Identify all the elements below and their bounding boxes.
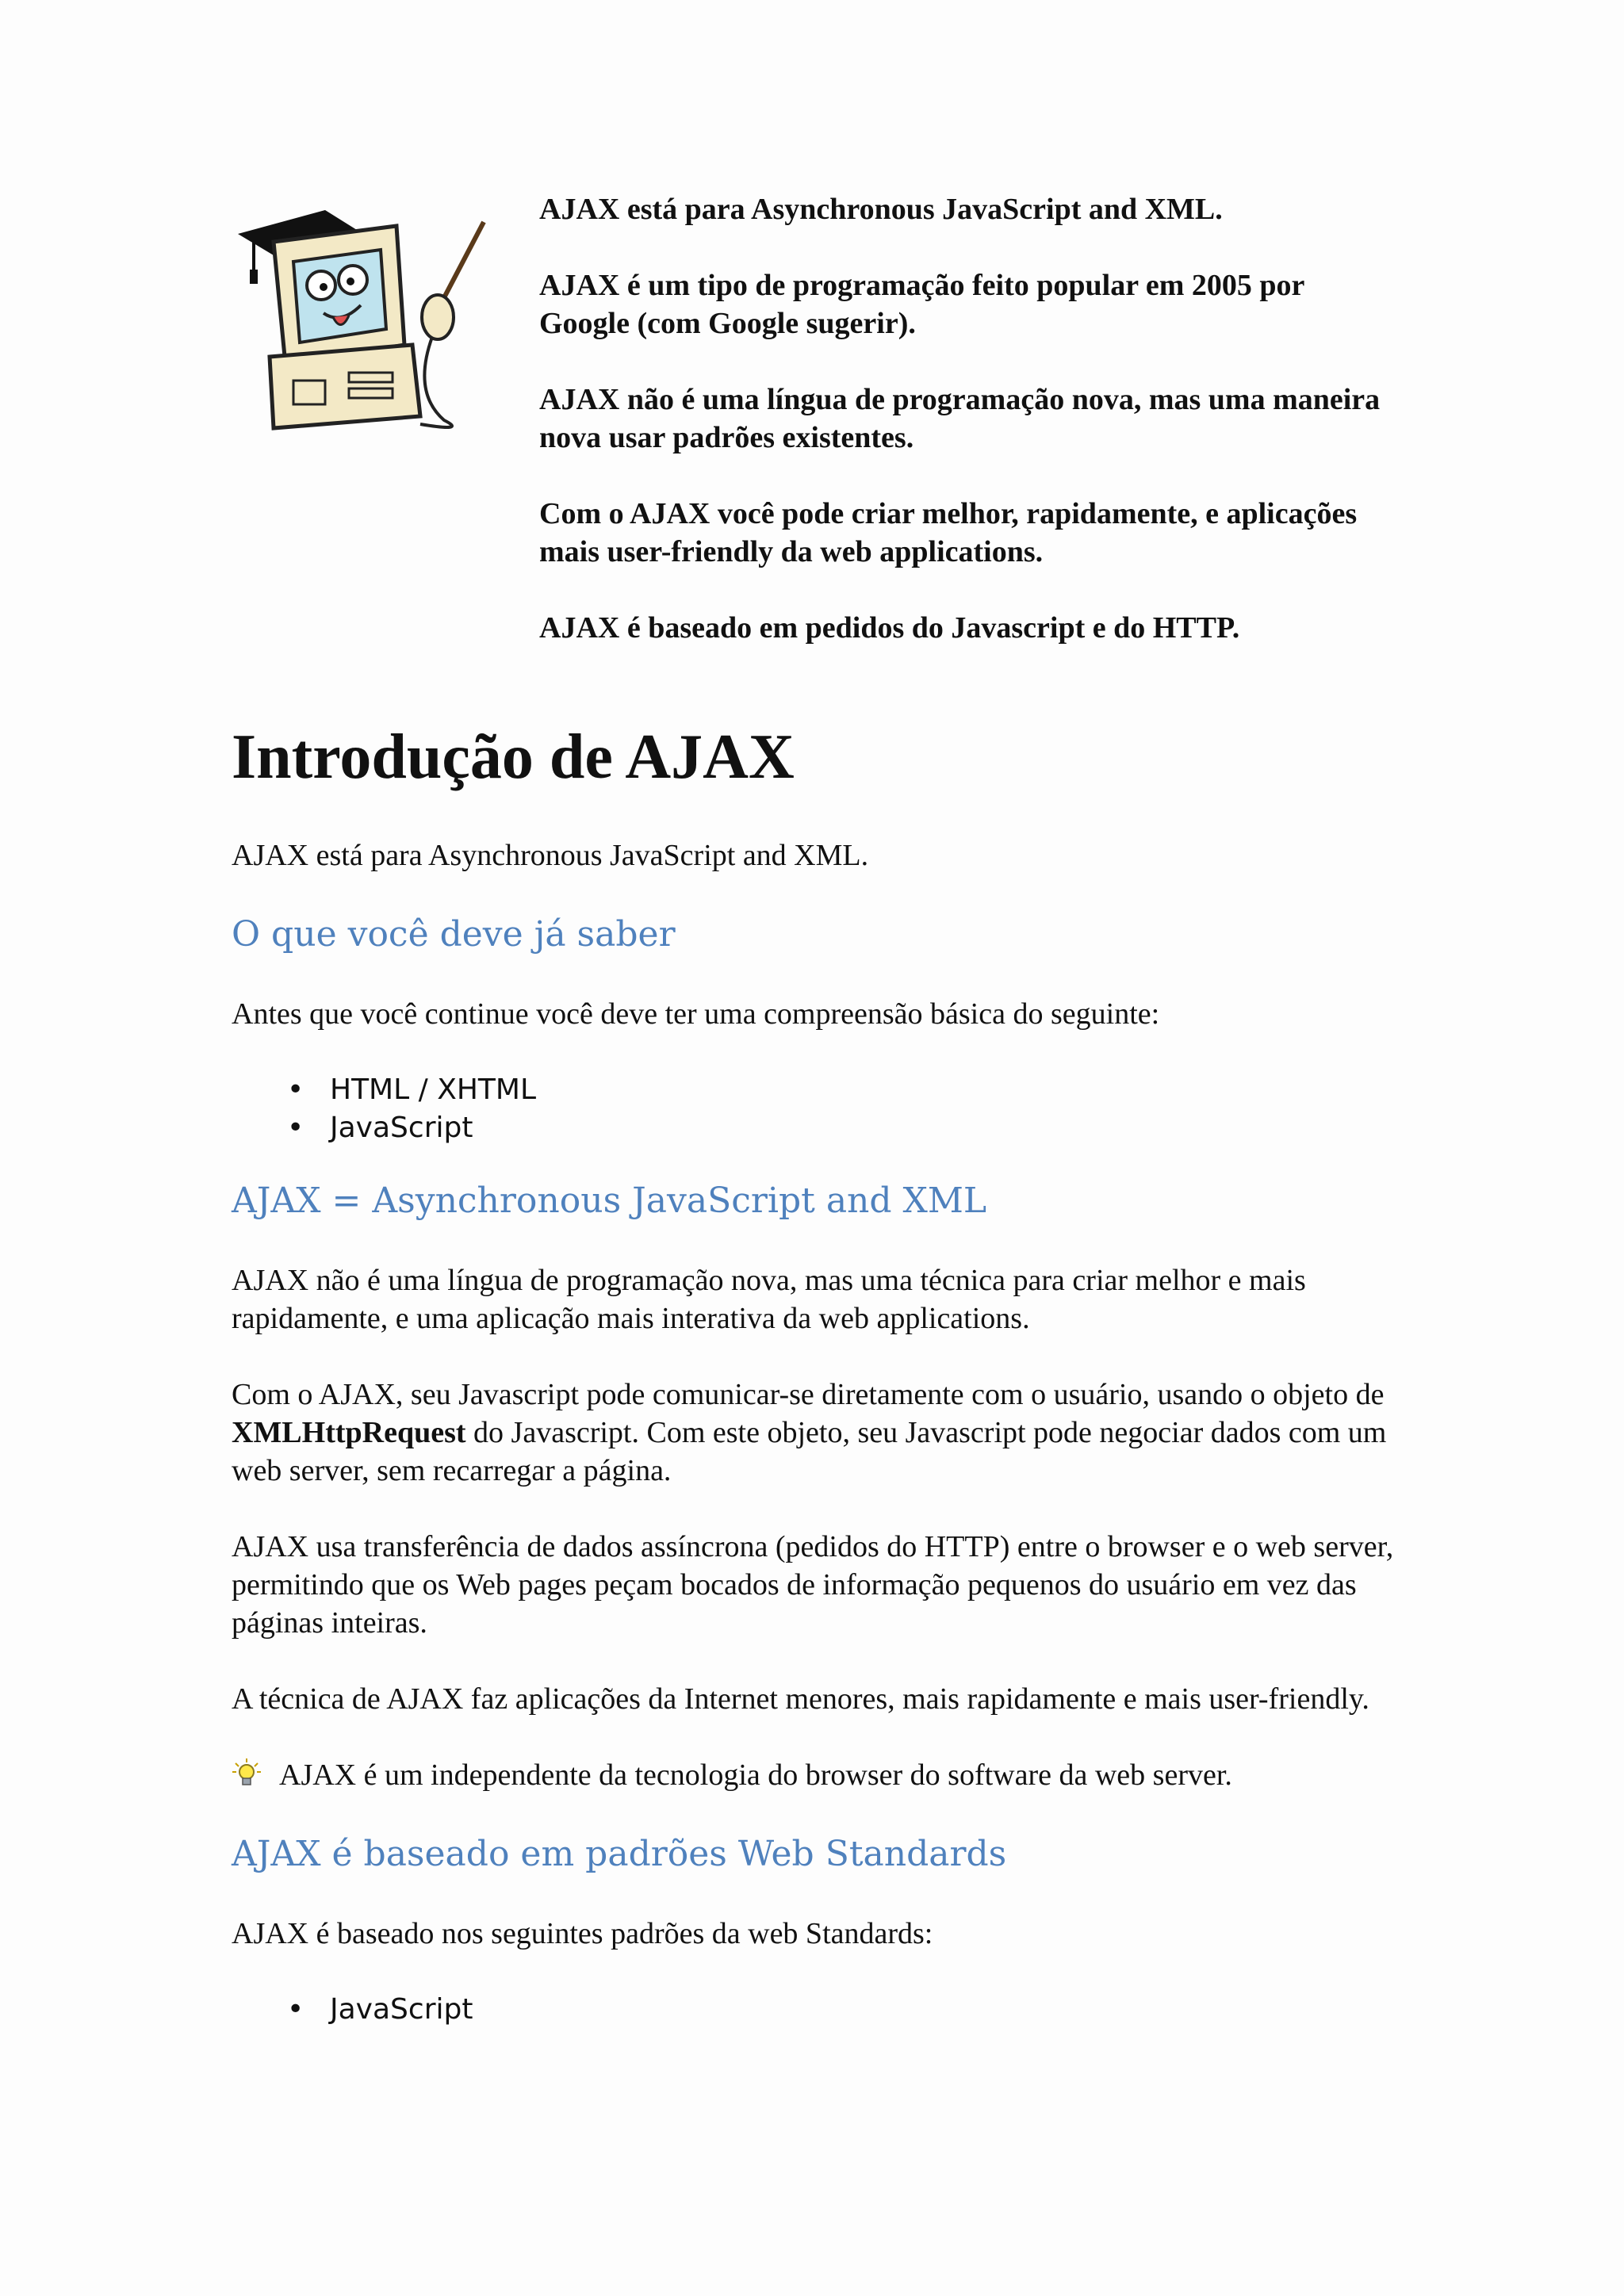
list-item: • JavaScript xyxy=(232,1109,1397,1147)
paragraph: A técnica de AJAX faz aplicações da Internet menores, mais rapidamente e mais user-friendly. xyxy=(232,1682,1369,1716)
lightbulb-icon xyxy=(232,1758,262,1788)
bullet-icon: • xyxy=(287,1073,304,1106)
paragraph: AJAX não é uma língua de programação nova, mas uma técnica para criar melhor e mais rapidamente, e uma aplicação mais interativa da web applications. xyxy=(232,1264,1306,1335)
page-subtitle: AJAX está para Asynchronous JavaScript and XML. xyxy=(232,839,869,872)
main-content xyxy=(232,718,1397,2061)
computer-teacher-mascot-icon xyxy=(230,186,500,440)
intro-block xyxy=(539,190,1396,685)
paragraph: AJAX usa transferência de dados assíncrona (pedidos do HTTP) entre o browser e o web server, permitindo que os Web pages peçam bocados de informação pequenos do usuário em vez das páginas inteiras. xyxy=(232,1530,1394,1640)
intro-line-2: AJAX é um tipo de programação feito popular em 2005 por Google (com Google sugerir). xyxy=(539,269,1304,340)
bullet-icon: • xyxy=(287,1112,304,1144)
section-text-standards: AJAX é baseado nos seguintes padrões da web Standards: xyxy=(232,1917,933,1950)
section-heading-definition: AJAX = Asynchronous JavaScript and XML xyxy=(232,1181,987,1221)
bullet-icon: • xyxy=(287,1993,304,2026)
section-heading-prerequisites: O que você deve já saber xyxy=(232,914,676,955)
intro-line-5: AJAX é baseado em pedidos do Javascript e do HTTP. xyxy=(539,611,1240,645)
page-title: Introdução de AJAX xyxy=(232,722,795,792)
section-text-prerequisites: Antes que você continue você deve ter uma compreensão básica do seguinte: xyxy=(232,997,1160,1031)
intro-line-4: Com o AJAX você pode criar melhor, rapidamente, e aplicações mais user-friendly da web applications. xyxy=(539,497,1358,568)
paragraph: Com o AJAX, seu Javascript pode comunicar-se diretamente com o usuário, usando o objeto de XMLHttpRequest do Javascript. Com este objeto, seu Javascript pode negociar dados com um web server, sem recarregar a página. xyxy=(232,1378,1387,1487)
list-item: • JavaScript xyxy=(232,1991,1397,2029)
prerequisites-list xyxy=(232,1071,1397,1147)
tip-note: AJAX é um independente da tecnologia do browser do software da web server. xyxy=(232,1756,1397,1794)
standards-list xyxy=(232,1991,1397,2029)
section-heading-standards: AJAX é baseado em padrões Web Standards xyxy=(232,1834,1007,1874)
intro-line-1: AJAX está para Asynchronous JavaScript and XML. xyxy=(539,193,1223,226)
list-item: • HTML / XHTML xyxy=(232,1071,1397,1109)
xmlhttprequest-term: XMLHttpRequest xyxy=(232,1416,466,1449)
intro-line-3: AJAX não é uma língua de programação nova, mas uma maneira nova usar padrões existentes. xyxy=(539,383,1381,454)
